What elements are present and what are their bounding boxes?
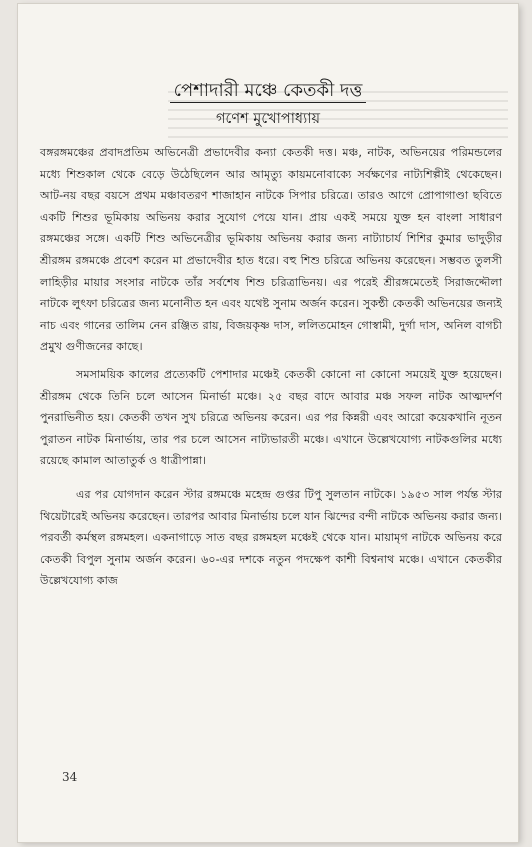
article-body — [40, 142, 502, 592]
article-author: গণেশ মুখোপাধ্যায় — [215, 111, 321, 127]
book-page — [18, 4, 518, 842]
paragraph: বঙ্গরঙ্গমঞ্চের প্রবাদপ্রতিম অভিনেত্রী প্রভাদেবীর কন্যা কেতকী দত্ত। মঞ্চ, নাটক, অভিনয়ের পরিমন্ডলের মধ্যে শিশুকাল থেকে বেড়ে উঠেছিলেন আর আমৃত্যু কায়মনোবাক্যে সর্বক্ষণের নাট্যশিল্পীই থেকেছেন। আট-নয় বছর বয়সে প্রথম মঞ্চাবতরণ শাজাহান নাটকে সিপার চরিত্রে। তারও আগে প্রোপাগাণ্ডা ছবিতে একটি শিশুর ভূমিকায় অভিনয় করার সুযোগ পেয়ে যান। প্রায় একই সময়ে যুক্ত হন বাংলা সাধারণ রঙ্গমঞ্চের সঙ্গে। একটি শিশু অভিনেত্রীর ভূমিকায় অভিনয় করার জন্য নাট্যাচার্য শিশির কুমার ভাদুড়ীর শ্রীরঙ্গম রঙ্গমঞ্চে প্রবেশ করেন মা প্রভাদেবীর হাত ধরে। বহু শিশু চরিত্রে অভিনয় করেছেন। সম্ভবত তুলসী লাহিড়ীর মায়ার সংসার নাটকে তাঁর সর্বশেষ শিশু চরিত্রাভিনয়। এর পরেই শ্রীরঙ্গমেতেই সিরাজদ্দৌলা নাটকে লুৎফা চরিত্রের জন্য মনোনীত হন এবং যথেষ্ট সুনাম অর্জন করেন। সুকন্ঠী কেতকী অভিনয়ের জন্যই নাচ এবং গানের তালিম নেন রঞ্জিত রায়, বিজয়কৃষ্ণ দাস, ললিতমোহন গোস্বামী, দুর্গা দাস, অনিল বাগচী প্রমুখ গুণীজনের কাছে। — [40, 146, 502, 354]
article-title — [18, 76, 518, 107]
paragraph: সমসাময়িক কালের প্রত্যেকটি পেশাদার মঞ্চেই কেতকী কোনো না কোনো সময়েই যুক্ত হয়েছেন। শ্রীরঙ্গম থেকে তিনি চলে আসেন মিনার্ভা মঞ্চে। ২৫ বছর বাদে আবার মঞ্চ সফল নাটক আত্মদর্শণ পুনরাভিনীত হয়। কেতকী তখন সুখ চরিত্রে অভিনয় করেন। এর পর কিন্নরী এবং আরো কয়েকখানি নূতন পুরাতন নাটক মিনার্ভায়, তার পর চলে আসেন নাট্যভারতী মঞ্চে। এখানে উল্লেখযোগ্য নাটকগুলির মধ্যে রয়েছে কামাল আতাতুর্ক ও ধাত্রীপান্না। — [40, 367, 502, 468]
paragraph: এর পর যোগদান করেন স্টার রঙ্গমঞ্চে মহেন্দ্র গুপ্তর টিপু সুলতান নাটকে। ১৯৫৩ সাল পর্যন্ত স্টার থিয়েটারেই অভিনয় করেছেন। তারপর আবার মিনার্ভায় চলে যান ঝিন্দের বন্দী নাটকে অভিনয় করার জন্য। পরবর্তী কর্মস্থল রঙ্গমহল। একনাগাড়ে সাত বছর রঙ্গমহল মঞ্চেই থেকে যান। মায়ামৃগ নাটকে অভিনয় করে কেতকী বিপুল সুনাম অর্জন করেন। ৬০-এর দশকে নতুন পদক্ষেপ কাশী বিশ্বনাথ মঞ্চে। এখানে কেতকীর উল্লেখযোগ্য কাজ — [40, 487, 502, 588]
page-number: 34 — [62, 770, 78, 784]
article-title-text: পেশাদারী মঞ্চে কেতকী দত্ত — [170, 80, 367, 103]
